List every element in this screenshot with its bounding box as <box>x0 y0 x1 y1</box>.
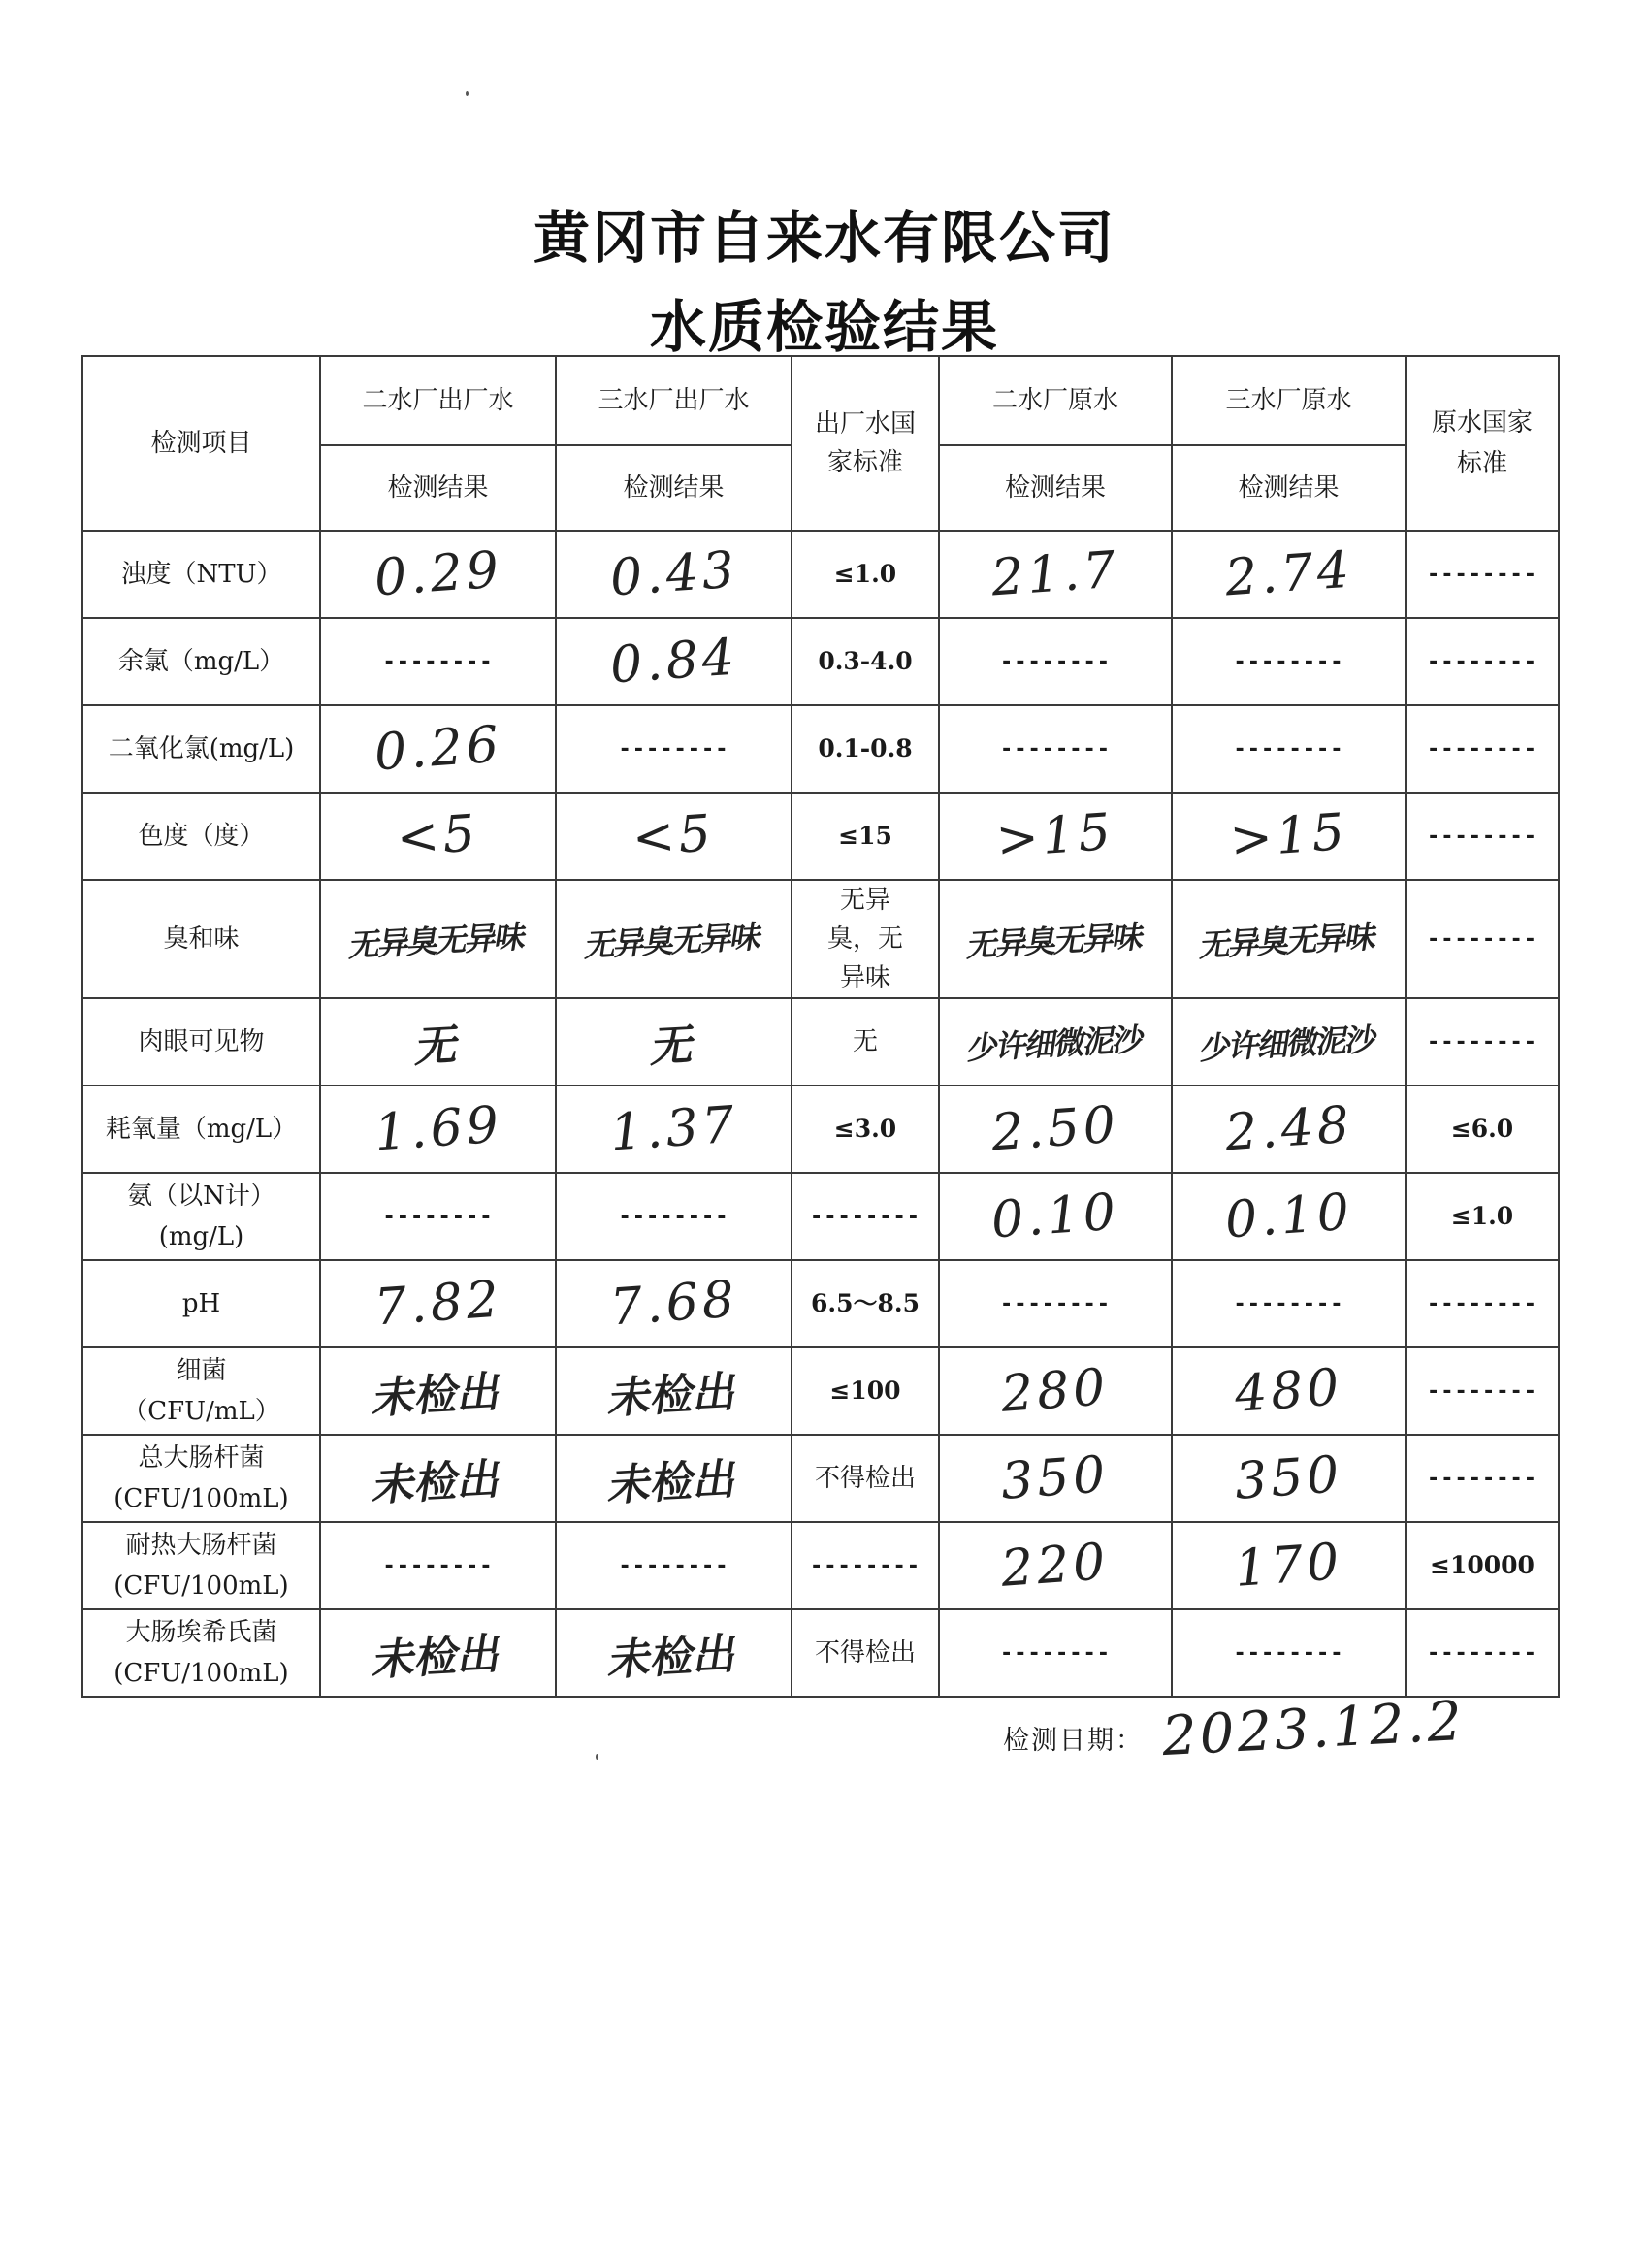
cell-p2-raw <box>939 1609 1172 1697</box>
cell-value: -------- <box>1427 1466 1537 1491</box>
cell-value: -------- <box>618 736 729 761</box>
cell-p2-raw <box>939 618 1172 705</box>
cell-value: 未检出 <box>369 1629 505 1686</box>
cell-raw-std <box>1406 1085 1559 1173</box>
col-outlet-standard-label: 出厂水国家标准 <box>814 409 916 477</box>
cell-value: <5 <box>630 804 717 868</box>
cell-p2-out <box>320 1522 556 1609</box>
cell-out-std <box>792 1347 939 1435</box>
item-name <box>82 1522 320 1609</box>
item-header: 检测项目 <box>82 356 320 531</box>
cell-out-std <box>792 1435 939 1522</box>
cell-value: 0.26 <box>372 715 504 783</box>
cell-p2-raw <box>939 1085 1172 1173</box>
item-name <box>82 1347 320 1435</box>
cell-value: >15 <box>1227 802 1350 870</box>
cell-p3-out <box>556 998 792 1085</box>
cell-value: -------- <box>1000 736 1111 761</box>
cell-raw-std <box>1406 1522 1559 1609</box>
table-row <box>82 618 1559 705</box>
cell-value: 0.84 <box>607 628 740 696</box>
cell-p2-out <box>320 1435 556 1522</box>
cell-out-std <box>792 531 939 618</box>
cell-value: 不得检出 <box>814 1464 916 1493</box>
cell-value: ≤10000 <box>1430 1551 1535 1579</box>
cell-value: 0.43 <box>607 540 740 608</box>
cell-value: 无异臭无异味 <box>583 918 764 964</box>
cell-p3-raw <box>1172 1609 1406 1697</box>
cell-value: -------- <box>1000 649 1111 674</box>
cell-value: 0.1-0.8 <box>818 734 913 762</box>
item-name-text: 色度（度） <box>138 822 265 851</box>
cell-value: 350 <box>999 1445 1112 1511</box>
cell-out-std <box>792 793 939 880</box>
test-date-value: 2023.12.2 <box>1160 1689 1467 1769</box>
cell-value: 480 <box>1232 1358 1345 1424</box>
cell-value: -------- <box>382 1204 494 1229</box>
cell-value: -------- <box>1427 562 1537 587</box>
cell-p2-out <box>320 793 556 880</box>
result-label: 检测结果 <box>1172 445 1406 531</box>
cell-value: -------- <box>1427 1291 1537 1316</box>
cell-p2-out <box>320 880 556 998</box>
cell-p2-raw <box>939 705 1172 793</box>
result-label: 检测结果 <box>939 445 1172 531</box>
cell-value: -------- <box>1427 1640 1537 1666</box>
cell-p2-raw <box>939 1347 1172 1435</box>
cell-value: ≤1.0 <box>1450 1202 1514 1230</box>
cell-value: 无 <box>852 1027 878 1056</box>
cell-value: -------- <box>810 1553 921 1578</box>
cell-raw-std <box>1406 998 1559 1085</box>
col-plant3-raw: 三水厂原水 <box>1172 356 1406 445</box>
table-row <box>82 1260 1559 1347</box>
item-name-text: 总大肠杆菌(CFU/100mL) <box>113 1443 289 1513</box>
col-plant2-raw: 二水厂原水 <box>939 356 1172 445</box>
item-name <box>82 793 320 880</box>
cell-value: -------- <box>618 1204 729 1229</box>
cell-value: 无 <box>411 1020 463 1073</box>
cell-p3-raw <box>1172 1085 1406 1173</box>
cell-p3-raw <box>1172 1173 1406 1260</box>
cell-value: 无异臭，无异味 <box>826 886 903 992</box>
item-name-text: pH <box>181 1289 221 1318</box>
cell-p2-raw <box>939 793 1172 880</box>
table-row <box>82 1609 1559 1697</box>
cell-value: -------- <box>1000 1291 1111 1316</box>
cell-p2-raw <box>939 998 1172 1085</box>
water-quality-table <box>81 355 1560 1698</box>
test-date-label: 检测日期： <box>1003 1726 1144 1756</box>
cell-raw-std <box>1406 1347 1559 1435</box>
cell-value: -------- <box>1233 649 1344 674</box>
item-name-text: 臭和味 <box>163 924 240 954</box>
item-name-text: 余氯（mg/L） <box>117 647 285 676</box>
table-row <box>82 531 1559 618</box>
item-name <box>82 705 320 793</box>
cell-raw-std <box>1406 1260 1559 1347</box>
cell-value: -------- <box>1427 649 1537 674</box>
cell-p3-out <box>556 1435 792 1522</box>
cell-p2-raw <box>939 1260 1172 1347</box>
cell-value: 不得检出 <box>814 1638 916 1668</box>
col-raw-standard <box>1406 356 1559 531</box>
cell-value: 无异臭无异味 <box>347 918 529 964</box>
item-name <box>82 531 320 618</box>
cell-value: -------- <box>382 649 494 674</box>
cell-value: 2.48 <box>1222 1095 1355 1163</box>
table-row <box>82 705 1559 793</box>
item-name <box>82 1609 320 1697</box>
cell-out-std <box>792 1173 939 1260</box>
cell-value: 0.3-4.0 <box>818 647 913 675</box>
result-label: 检测结果 <box>320 445 556 531</box>
table-row <box>82 793 1559 880</box>
cell-p3-out <box>556 1260 792 1347</box>
cell-value: 170 <box>1232 1533 1345 1599</box>
item-name-text: 大肠埃希氏菌(CFU/100mL) <box>113 1618 289 1688</box>
item-name-text: 肉眼可见物 <box>138 1027 265 1056</box>
cell-value: 未检出 <box>604 1629 741 1686</box>
cell-out-std <box>792 880 939 998</box>
cell-value: -------- <box>1233 736 1344 761</box>
cell-out-std <box>792 1085 939 1173</box>
scan-speck <box>466 91 469 96</box>
cell-p3-raw <box>1172 793 1406 880</box>
cell-raw-std <box>1406 793 1559 880</box>
cell-p2-out <box>320 1085 556 1173</box>
cell-value: <5 <box>395 804 481 868</box>
col-outlet-standard <box>792 356 939 531</box>
cell-value: 1.69 <box>372 1095 504 1163</box>
cell-value: ≤100 <box>829 1377 901 1405</box>
cell-p3-out <box>556 705 792 793</box>
cell-out-std <box>792 705 939 793</box>
cell-value: -------- <box>382 1553 494 1578</box>
cell-p3-out <box>556 531 792 618</box>
cell-value: 2.74 <box>1222 540 1355 608</box>
cell-p2-out <box>320 705 556 793</box>
col-plant2-outlet: 二水厂出厂水 <box>320 356 556 445</box>
cell-p3-out <box>556 1085 792 1173</box>
cell-raw-std <box>1406 1609 1559 1697</box>
item-name <box>82 880 320 998</box>
cell-p3-raw <box>1172 1347 1406 1435</box>
cell-value: -------- <box>1000 1640 1111 1666</box>
item-name-text: 耐热大肠杆菌(CFU/100mL) <box>113 1531 289 1601</box>
cell-out-std <box>792 1260 939 1347</box>
cell-value: 未检出 <box>369 1367 505 1424</box>
cell-value: 未检出 <box>369 1454 505 1511</box>
cell-p2-out <box>320 1260 556 1347</box>
cell-raw-std <box>1406 1173 1559 1260</box>
table-row <box>82 1347 1559 1435</box>
item-name <box>82 1085 320 1173</box>
cell-out-std <box>792 1522 939 1609</box>
item-name <box>82 1173 320 1260</box>
cell-value: -------- <box>1427 736 1537 761</box>
cell-value: 未检出 <box>604 1454 741 1511</box>
cell-value: 少许细微泥沙 <box>964 1021 1146 1067</box>
cell-raw-std <box>1406 531 1559 618</box>
cell-p2-raw <box>939 1435 1172 1522</box>
cell-p3-out <box>556 618 792 705</box>
cell-p2-raw <box>939 531 1172 618</box>
cell-value: 0.29 <box>372 540 504 608</box>
cell-value: 无异臭无异味 <box>1198 918 1379 964</box>
cell-raw-std <box>1406 618 1559 705</box>
cell-p3-out <box>556 880 792 998</box>
cell-value: 21.7 <box>989 540 1121 608</box>
col-raw-standard-label: 原水国家标准 <box>1431 408 1533 478</box>
cell-p3-out <box>556 1173 792 1260</box>
item-name-text: 细菌（CFU/mL） <box>122 1356 280 1426</box>
cell-value: -------- <box>1427 926 1537 952</box>
cell-value: 0.10 <box>1222 1183 1355 1250</box>
item-name-text: 二氧化氯(mg/L) <box>108 734 295 763</box>
cell-raw-std <box>1406 705 1559 793</box>
cell-value: 280 <box>999 1358 1112 1424</box>
cell-value: 0.10 <box>989 1183 1121 1250</box>
cell-value: 6.5～8.5 <box>811 1289 920 1317</box>
cell-out-std <box>792 1609 939 1697</box>
cell-value: >15 <box>994 802 1116 870</box>
table-row <box>82 998 1559 1085</box>
cell-p3-raw <box>1172 1260 1406 1347</box>
table-row <box>82 1173 1559 1260</box>
cell-p3-raw <box>1172 531 1406 618</box>
cell-p2-out <box>320 1173 556 1260</box>
cell-p3-out <box>556 1522 792 1609</box>
cell-value: -------- <box>1233 1291 1344 1316</box>
cell-value: -------- <box>1233 1640 1344 1666</box>
cell-out-std <box>792 998 939 1085</box>
cell-value: 350 <box>1232 1445 1345 1511</box>
cell-p3-raw <box>1172 998 1406 1085</box>
cell-p3-raw <box>1172 618 1406 705</box>
cell-p3-raw <box>1172 705 1406 793</box>
cell-value: 7.68 <box>607 1270 740 1338</box>
scan-speck <box>596 1754 598 1760</box>
cell-p2-out <box>320 1347 556 1435</box>
cell-value: 未检出 <box>604 1367 741 1424</box>
cell-value: 7.82 <box>372 1270 504 1338</box>
cell-value: -------- <box>1427 1029 1537 1054</box>
cell-value: 无 <box>647 1020 698 1073</box>
result-label: 检测结果 <box>556 445 792 531</box>
cell-value: 无异臭无异味 <box>964 918 1146 964</box>
cell-value: ≤3.0 <box>833 1115 897 1143</box>
cell-value: ≤6.0 <box>1450 1115 1514 1143</box>
cell-p2-out <box>320 618 556 705</box>
item-name-text: 耗氧量（mg/L） <box>105 1115 298 1144</box>
cell-p3-out <box>556 793 792 880</box>
item-name <box>82 998 320 1085</box>
item-name-text: 浊度（NTU） <box>120 560 282 589</box>
cell-p2-out <box>320 531 556 618</box>
cell-value: -------- <box>1427 824 1537 849</box>
cell-value: 少许细微泥沙 <box>1198 1021 1379 1067</box>
cell-p2-raw <box>939 1522 1172 1609</box>
cell-p3-out <box>556 1609 792 1697</box>
col-plant3-outlet: 三水厂出厂水 <box>556 356 792 445</box>
cell-p2-out <box>320 998 556 1085</box>
cell-p2-out <box>320 1609 556 1697</box>
cell-p3-raw <box>1172 880 1406 998</box>
cell-p3-raw <box>1172 1435 1406 1522</box>
company-title: 黄冈市自来水有限公司 <box>533 205 1116 271</box>
cell-value: -------- <box>1427 1378 1537 1404</box>
cell-value: 2.50 <box>989 1095 1121 1163</box>
cell-raw-std <box>1406 1435 1559 1522</box>
cell-p2-raw <box>939 1173 1172 1260</box>
item-name <box>82 1435 320 1522</box>
cell-value: 220 <box>999 1533 1112 1599</box>
cell-value: -------- <box>810 1204 921 1229</box>
header-row <box>82 356 1559 445</box>
cell-raw-std <box>1406 880 1559 998</box>
cell-value: 1.37 <box>607 1095 740 1163</box>
cell-out-std <box>792 618 939 705</box>
cell-p2-raw <box>939 880 1172 998</box>
cell-value: -------- <box>618 1553 729 1578</box>
cell-value: ≤15 <box>838 822 892 850</box>
item-name <box>82 1260 320 1347</box>
cell-p3-out <box>556 1347 792 1435</box>
report-title: 水质检验结果 <box>649 294 999 360</box>
table-row <box>82 1085 1559 1173</box>
cell-value: ≤1.0 <box>833 560 897 588</box>
table-row <box>82 1435 1559 1522</box>
cell-p3-raw <box>1172 1522 1406 1609</box>
table-row <box>82 880 1559 998</box>
item-name-text: 氨（以N计）(mg/L) <box>127 1182 275 1251</box>
table-row <box>82 1522 1559 1609</box>
item-name <box>82 618 320 705</box>
